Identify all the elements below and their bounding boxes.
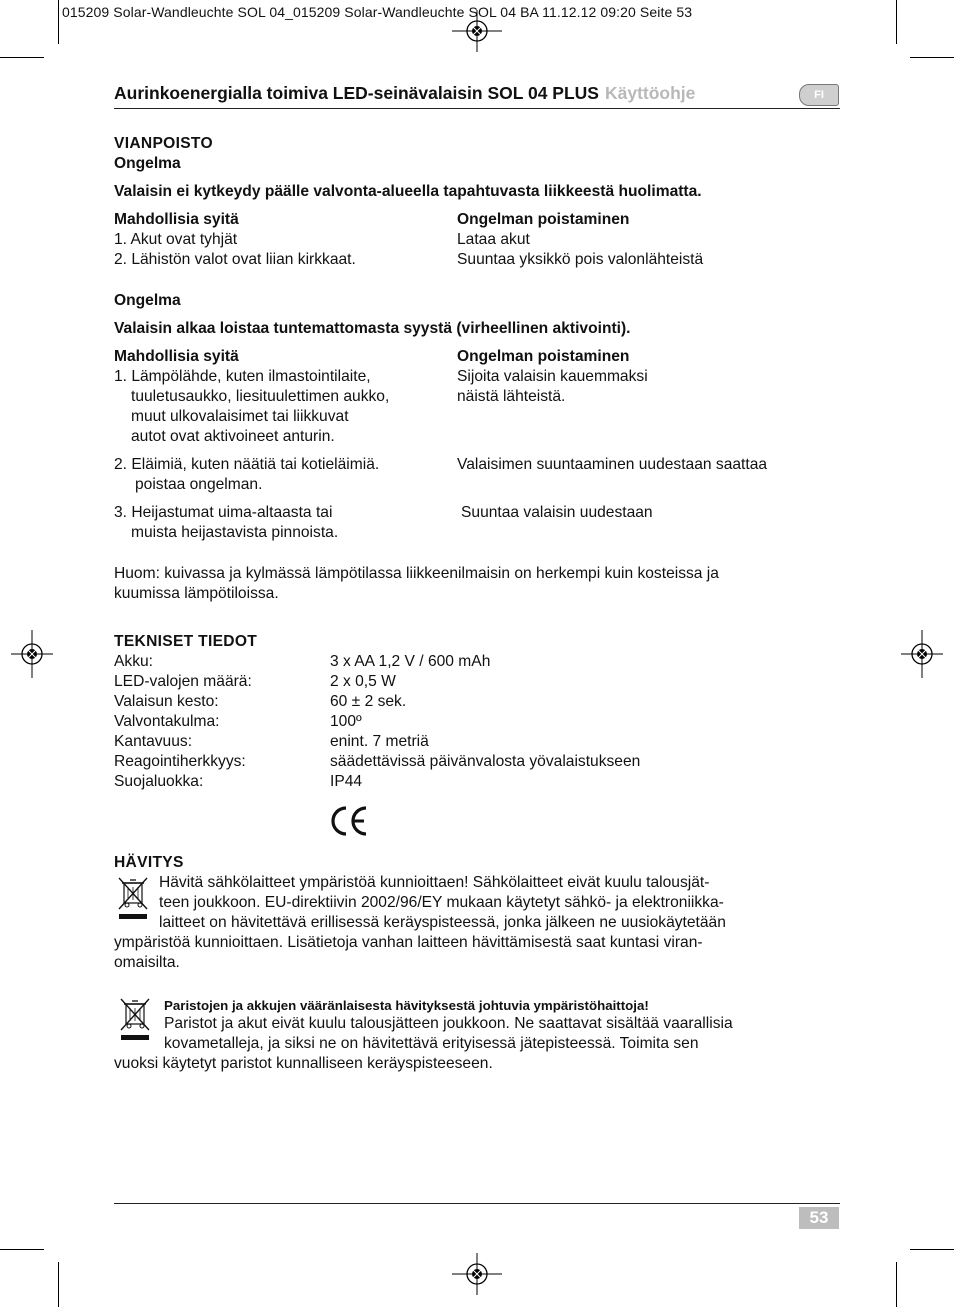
registration-mark-icon: [452, 1253, 502, 1295]
section-heading: TEKNISET TIEDOT: [114, 633, 258, 650]
spec-label: Valaisun kesto:: [114, 693, 219, 710]
spec-label: Reagointiherkkyys:: [114, 753, 246, 770]
spec-label: Valvontakulma:: [114, 713, 220, 730]
cause-text: 1. Akut ovat tyhjät: [114, 231, 238, 248]
title-subtitle: Käyttöohje: [604, 83, 696, 103]
spec-label: LED-valojen määrä:: [114, 673, 252, 690]
spec-value: 3 x AA 1,2 V / 600 mAh: [330, 653, 491, 670]
cause-text: tuuletusaukko, liesituulettimen aukko,: [131, 388, 390, 405]
problem-label: Ongelma: [114, 292, 181, 309]
footer-rule: [114, 1203, 840, 1204]
page-number: 53: [799, 1207, 839, 1229]
spec-value: 100º: [330, 713, 362, 730]
remedies-header: Ongelman poistaminen: [457, 211, 630, 228]
battery-text: vuoksi käytetyt paristot kunnalliseen keräyspisteeseen.: [114, 1055, 493, 1072]
remedy-text: Valaisimen suuntaaminen uudestaan saattaa: [457, 456, 768, 473]
title-text: Aurinkoenergialla toimiva LED-seinävalaisin SOL 04 PLUS: [114, 83, 599, 103]
cause-text: poistaa ongelman.: [135, 476, 263, 493]
note-text: kuumissa lämpötiloissa.: [114, 585, 279, 602]
spec-value: säädettävissä päivänvalosta yövalaistukseen: [330, 753, 641, 770]
language-badge: FI: [799, 84, 839, 106]
section-heading: VIANPOISTO: [114, 135, 213, 152]
print-header: 015209 Solar-Wandleuchte SOL 04_015209 Solar-Wandleuchte SOL 04 BA 11.12.12 09:20 Seite 53: [62, 4, 693, 20]
disposal-text: Hävitä sähkölaitteet ympäristöä kunnioittaen! Sähkölaitteet eivät kuulu talousjät-: [159, 874, 710, 891]
cause-text: 3. Heijastumat uima-altaasta tai: [114, 504, 333, 521]
crop-mark: [896, 0, 897, 44]
spec-value: 60 ± 2 sek.: [330, 693, 407, 710]
spec-value: IP44: [330, 773, 363, 790]
crop-mark: [910, 57, 954, 58]
disposal-text: ympäristöä kunnioittaen. Lisätietoja vanhan laitteen hävittämisestä saat kuntasi viran-: [114, 934, 703, 951]
crop-mark: [0, 57, 44, 58]
cause-text: muut ulkovalaisimet tai liikkuvat: [131, 408, 349, 425]
remedy-text: Suuntaa valaisin uudestaan: [461, 504, 653, 521]
battery-text: kovametalleja, ja siksi ne on hävitettävä erityisessä jätepisteessä. Toimita sen: [164, 1035, 699, 1052]
battery-warning: Paristojen ja akkujen vääränlaisesta hävityksestä johtuvia ympäristöhaittoja!: [164, 998, 649, 1013]
cause-text: 1. Lämpölähde, kuten ilmastointilaite,: [114, 368, 371, 385]
spec-label: Kantavuus:: [114, 733, 193, 750]
crop-mark: [0, 1249, 44, 1250]
causes-header: Mahdollisia syitä: [114, 211, 239, 228]
crop-mark: [58, 1262, 59, 1307]
crop-mark: [896, 1262, 897, 1307]
spec-label: Suojaluokka:: [114, 773, 204, 790]
problem-label: Ongelma: [114, 155, 181, 172]
crop-mark: [910, 1249, 954, 1250]
title-rule: [114, 108, 840, 109]
crossed-out-wheelie-bin-icon: [118, 997, 152, 1043]
cause-text: 2. Lähistön valot ovat liian kirkkaat.: [114, 251, 356, 268]
section-heading: HÄVITYS: [114, 854, 184, 871]
problem-statement: Valaisin ei kytkeydy päälle valvonta-alueella tapahtuvasta liikkeestä huolimatta.: [114, 183, 702, 200]
crop-mark: [58, 0, 59, 44]
cause-text: autot ovat aktivoineet anturin.: [131, 428, 335, 445]
remedy-text: näistä lähteistä.: [457, 388, 566, 405]
battery-text: Paristot ja akut eivät kuulu talousjätteen joukkoon. Ne saattavat sisältää vaarallisia: [164, 1015, 733, 1032]
registration-mark-icon: [901, 630, 943, 678]
cause-text: muista heijastavista pinnoista.: [131, 524, 339, 541]
remedy-text: Lataa akut: [457, 231, 530, 248]
registration-mark-icon: [452, 10, 502, 52]
remedies-header: Ongelman poistaminen: [457, 348, 630, 365]
cause-text: 2. Eläimiä, kuten näätiä tai kotieläimiä.: [114, 456, 380, 473]
page-title: [114, 83, 695, 104]
registration-mark-icon: [11, 630, 53, 678]
crossed-out-wheelie-bin-icon: [116, 876, 150, 922]
disposal-text: laitteet on hävitettävä erillisessä keräyspisteessä, jonka jälkeen ne uusiokäytetään: [159, 914, 726, 931]
causes-header: Mahdollisia syitä: [114, 348, 239, 365]
spec-value: enint. 7 metriä: [330, 733, 429, 750]
spec-label: Akku:: [114, 653, 153, 670]
ce-mark-icon: [328, 805, 370, 837]
remedy-text: Suuntaa yksikkö pois valonlähteistä: [457, 251, 704, 268]
spec-value: 2 x 0,5 W: [330, 673, 396, 690]
remedy-text: Sijoita valaisin kauemmaksi: [457, 368, 648, 385]
problem-statement: Valaisin alkaa loistaa tuntemattomasta syystä (virheellinen aktivointi).: [114, 320, 631, 337]
note-text: Huom: kuivassa ja kylmässä lämpötilassa liikkeenilmaisin on herkempi kuin kosteissa ja: [114, 565, 719, 582]
disposal-text: omaisilta.: [114, 954, 180, 971]
disposal-text: teen joukkoon. EU-direktiivin 2002/96/EY mukaan käytetyt sähkö- ja elektroniikka-: [159, 894, 724, 911]
